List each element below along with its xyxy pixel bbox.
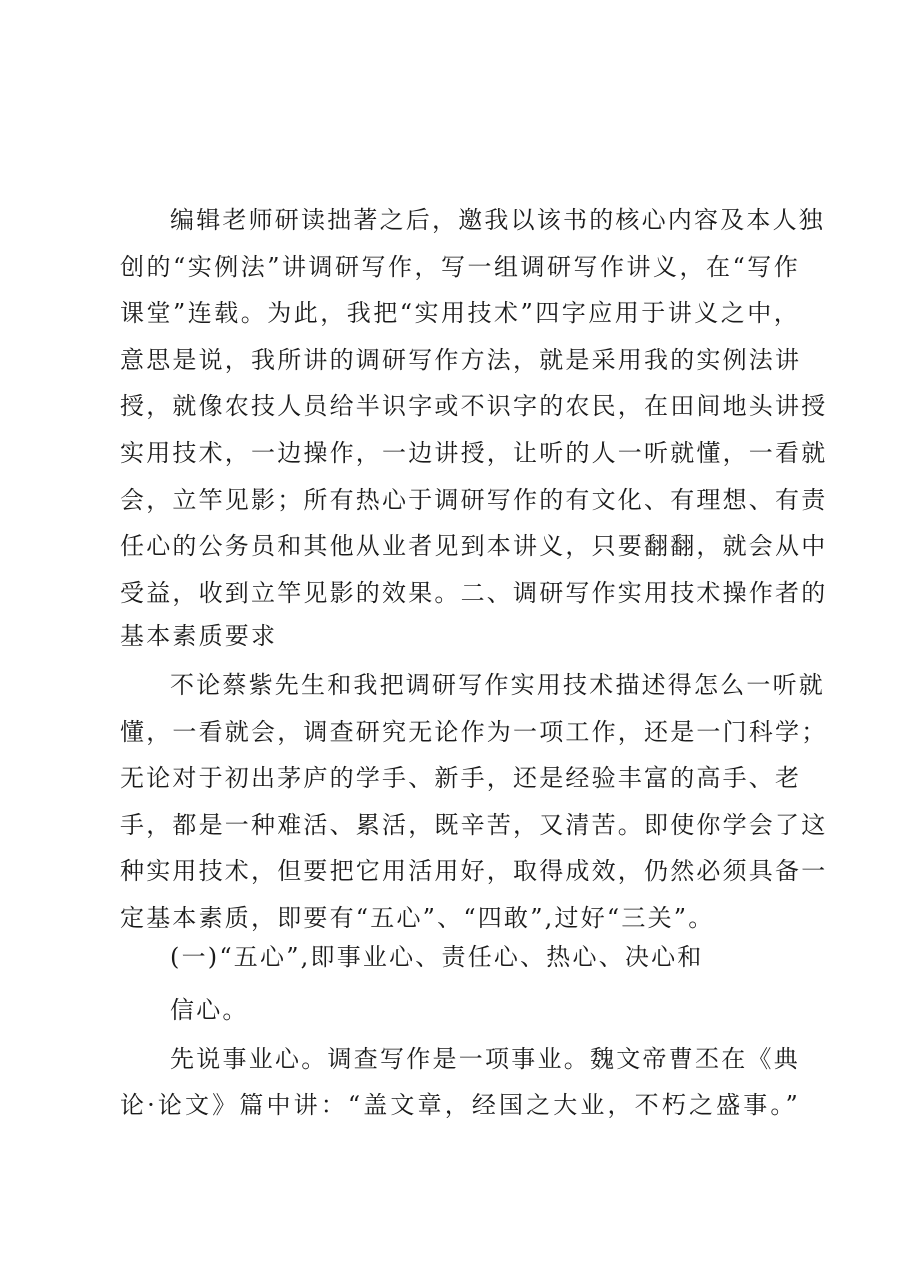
paragraph-1-line-7: 会，立竿见影；所有热心于调研写作的有文化、有理想、有责	[120, 486, 828, 514]
paragraph-2-line-3: 无论对于初出茅庐的学手、新手，还是经验丰富的高手、老	[120, 764, 802, 792]
paragraph-1-line-6: 实用技术，一边操作，一边讲授，让听的人一听就懂，一看就	[120, 439, 828, 467]
paragraph-4-line-2: 论·论文》篇中讲：“盖文章，经国之大业，不朽之盛事。”	[120, 1091, 800, 1119]
section-heading-line-1: (一)“五心”,即事业心、责任心、热心、决心和	[170, 943, 704, 971]
section-heading-line-2: 信心。	[170, 996, 249, 1024]
paragraph-2-line-1: 不论蔡紫先生和我把调研写作实用技术描述得怎么一听就	[170, 671, 825, 699]
paragraph-4-line-1: 先说事业心。调查写作是一项事业。魏文帝曹丕在《典	[170, 1045, 800, 1073]
paragraph-2-line-4: 手，都是一种难活、累活，既辛苦，又清苦。即使你学会了这	[120, 811, 828, 839]
paragraph-1-line-3: 课堂”连载。为此，我把“实用技术”四字应用于讲义之中，	[120, 299, 800, 327]
paragraph-1-line-1: 编辑老师研读拙著之后，邀我以该书的核心内容及本人独	[170, 206, 825, 234]
paragraph-1-line-9: 受益，收到立竿见影的效果。二、调研写作实用技术操作者的	[120, 579, 828, 607]
paragraph-2-line-2: 懂，一看就会，调查研究无论作为一项工作，还是一门科学；	[120, 718, 828, 746]
paragraph-1-line-4: 意思是说，我所讲的调研写作方法，就是采用我的实例法讲	[120, 346, 802, 374]
paragraph-1-line-5: 授，就像农技人员给半识字或不识字的农民，在田间地头讲授	[120, 392, 828, 420]
paragraph-2-line-6: 定基本素质，即要有“五心”、“四敢”,过好“三关”。	[120, 904, 715, 932]
paragraph-1-line-2: 创的“实例法”讲调研写作，写一组调研写作讲义，在“写作	[120, 253, 800, 281]
paragraph-1-line-8: 任心的公务员和其他从业者见到本讲义，只要翻翻，就会从中	[120, 532, 828, 560]
paragraph-2-line-5: 种实用技术，但要把它用活用好，取得成效，仍然必须具备一	[120, 857, 828, 885]
paragraph-1-line-10: 基本素质要求	[120, 622, 278, 650]
